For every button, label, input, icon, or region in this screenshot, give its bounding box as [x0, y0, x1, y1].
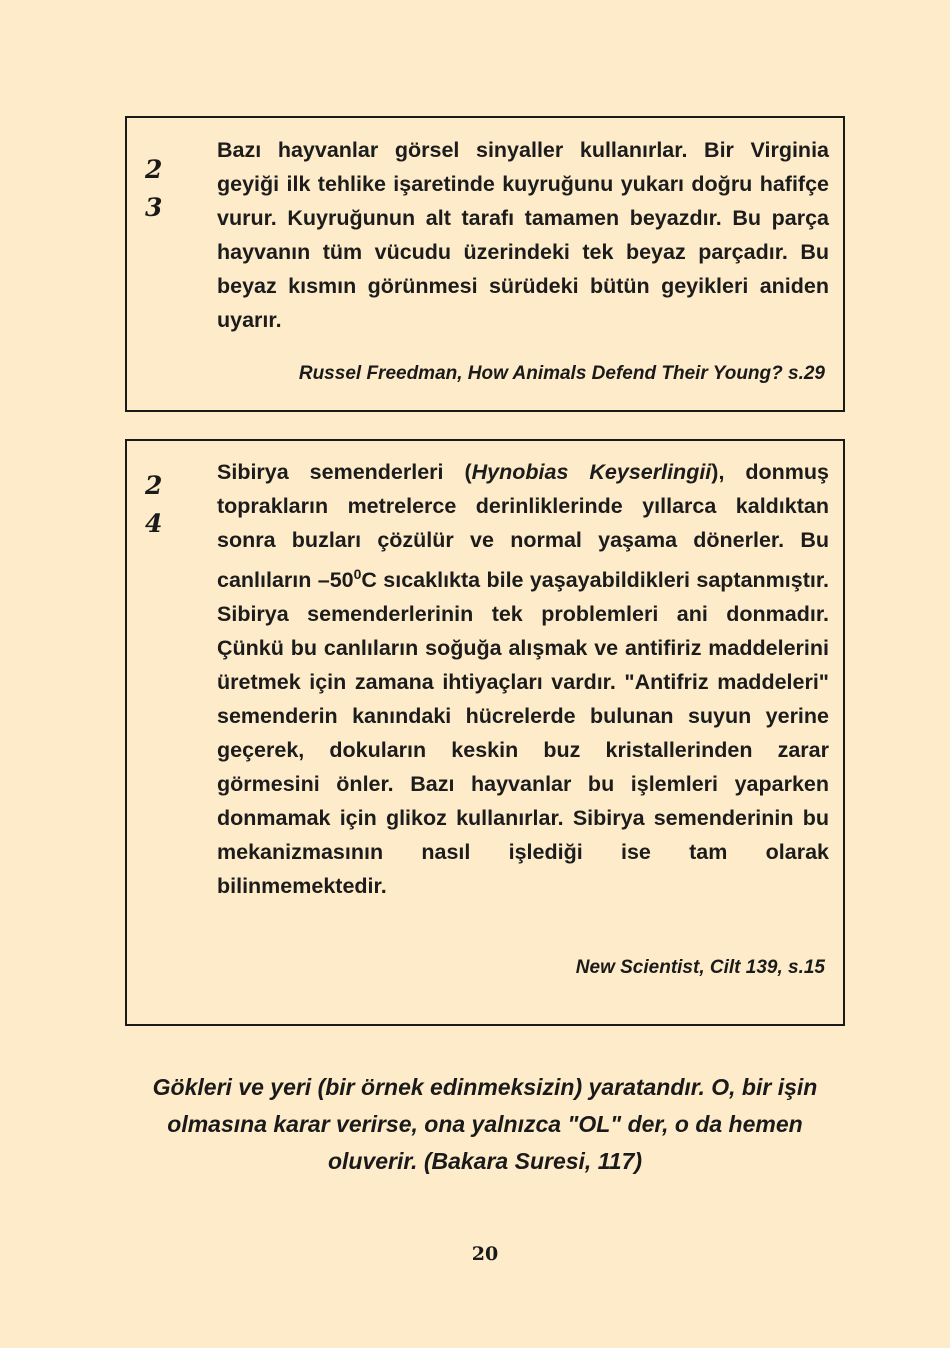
entry-text-part: ), donmuş toprakların metrelerce derinliklerinde yıllarca kaldıktan sonra buzları çözülür ve normal yaşama dönerler. Bu canlıların –50: [217, 460, 829, 593]
entry-number: [145, 467, 173, 543]
entry-number-digit: 3: [145, 193, 163, 222]
entry-number-digit: 4: [145, 509, 163, 538]
verse-quote: Gökleri ve yeri (bir örnek edinmeksizin) yaratandır. O, bir işin olmasına karar verirse, ona yalnızca "OL" der, o da hemen oluverir. (Bakara Suresi, 117): [152, 1074, 818, 1174]
entry-source: Russel Freedman, How Animals Defend Their Young? s.29: [298, 363, 825, 384]
entry-text-part: C sıcaklıkta bile yaşayabildikleri saptanmıştır. Sibirya semenderlerinin tek problemleri ani donmadır. Çünkü bu canlıların soğuğa alışmak ve antifiriz maddelerini üretmek için zamana ihtiyaçları vardır. "Antifriz maddeleri" semenderin kanındaki hücrelerde bulunan suyun yerine geçerek, dokuların keskin buz kristallerinden zarar görmesini önler. Bazı hayvanlar bu işlemleri yaparken donmamak için glikoz kullanırlar. Sibirya semenderinin bu mekanizmasının nasıl işlediği ise tam olarak bilinmemektedir.: [217, 568, 829, 899]
entry-number: [145, 151, 173, 227]
species-name: Hynobias Keyserlingii: [471, 460, 712, 484]
entry-text: [217, 455, 829, 903]
entry-box-23: [125, 116, 845, 412]
entry-source: New Scientist, Cilt 139, s.15: [575, 957, 825, 978]
entry-number-digit: 2: [145, 155, 163, 184]
entry-number-digit: 2: [145, 471, 163, 500]
page-number: 20: [471, 1243, 499, 1265]
entry-box-24: [125, 439, 845, 1026]
degree-superscript: 0: [353, 566, 362, 582]
entry-text-part: Sibirya semenderleri (: [217, 460, 472, 484]
entry-text: Bazı hayvanlar görsel sinyaller kullanırlar. Bir Virginia geyiği ilk tehlike işaretinde kuyruğunu yukarı doğru hafifçe vurur. Kuyruğunun alt tarafı tamamen beyazdır. Bu parça hayvanın tüm vücudu üzerindeki tek beyaz parçadır. Bu beyaz kısmın görünmesi sürüdeki bütün geyikleri aniden uyarır.: [217, 138, 829, 332]
